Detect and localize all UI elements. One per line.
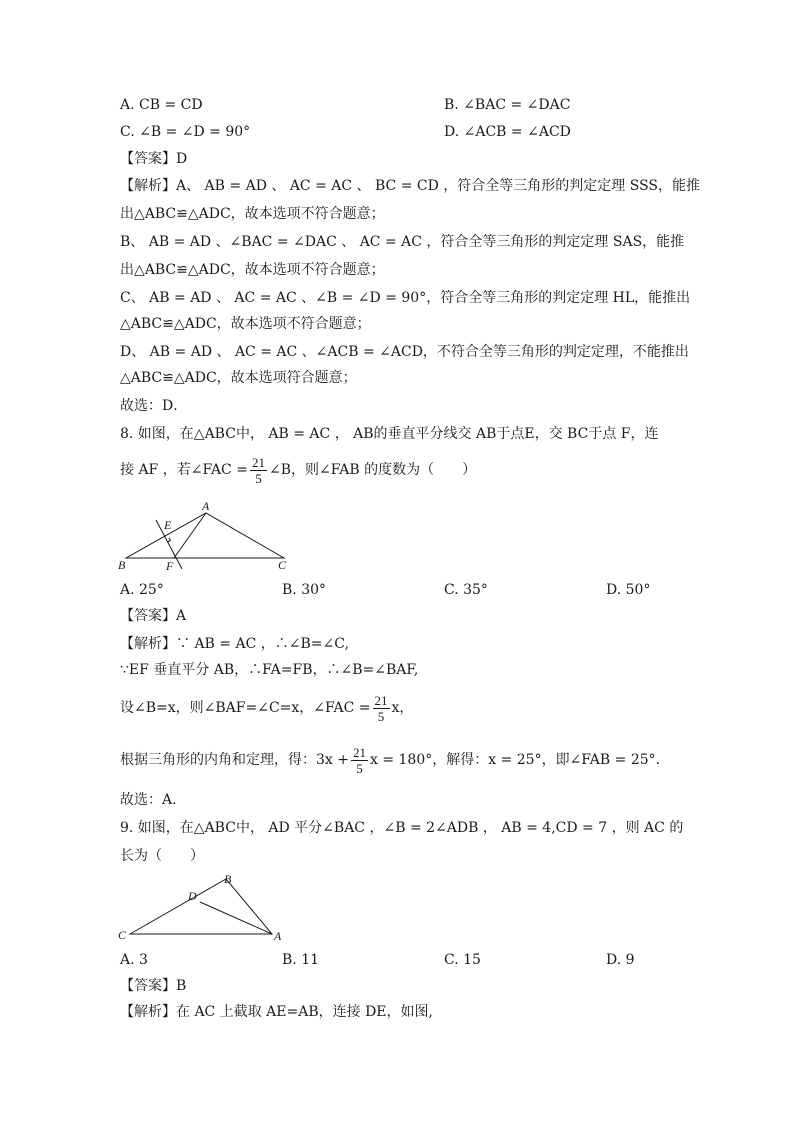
q8-analysis-line — [120, 690, 413, 726]
q8-option-a: A. 25° — [120, 582, 164, 598]
q7-analysis-line: C、 AB = AD 、 AC = AC 、∠B = ∠D = 90°，符合全等三角形的判定定理 HL，能推出 — [120, 290, 691, 306]
q7-analysis-line: D、 AB = AD 、 AC = AC 、∠ACB = ∠ACD，不符合全等三角形的判定定理，不能推出 — [120, 344, 689, 360]
q7-analysis-line: 出△ABC≌△ADC，故本选项不符合题意； — [120, 262, 385, 278]
q7-analysis-line: △ABC≌△ADC，故本选项不符合题意； — [120, 316, 371, 332]
fraction-numerator: 21 — [251, 454, 265, 470]
q9-stem-line2: 长为（ ） — [120, 848, 204, 864]
label-c: C — [278, 558, 287, 572]
q7-answer: 【答案】D — [120, 151, 188, 167]
fraction-denominator: 5 — [377, 708, 385, 724]
q8-analysis-prefix: 根据三角形的内角和定理，得：3x + — [120, 752, 349, 768]
q8-analysis-line — [120, 742, 670, 778]
q8-conclusion: 故选：A． — [120, 792, 187, 808]
q8-analysis-fraction — [351, 745, 368, 776]
q9-option-a: A. 3 — [120, 952, 148, 968]
q9-stem-line1: 9. 如图，在△ABC中， AD 平分∠BAC ，∠B = 2∠ADB ， AB = 4,CD = 7 ，则 AC 的 — [120, 820, 684, 836]
q7-analysis-line: B、 AB = AD 、∠BAC = ∠DAC 、 AC = AC ，符合全等三角形的判定定理 SAS，能推 — [120, 234, 685, 250]
label-e: E — [164, 518, 172, 532]
q7-analysis-line: 出△ABC≌△ADC，故本选项不符合题意； — [120, 206, 385, 222]
label-f: F — [166, 559, 174, 573]
q8-analysis-suffix: x = 180°，解得：x = 25°，即∠FAB = 25°． — [369, 752, 670, 768]
q8-analysis-line: 【解析】∵ AB = AC ，∴∠B=∠C, — [120, 636, 349, 652]
q9-answer: 【答案】B — [120, 978, 187, 994]
q9-option-b: B. 11 — [282, 952, 320, 968]
label-c: C — [118, 928, 127, 942]
q8-answer: 【答案】A — [120, 608, 187, 624]
label-a: A — [274, 929, 282, 943]
fraction-denominator: 5 — [356, 760, 363, 776]
q8-stem-line2 — [120, 452, 476, 488]
q8-analysis-fraction — [373, 693, 390, 724]
fraction-denominator: 5 — [255, 470, 262, 486]
q9-analysis-line: 【解析】在 AC 上截取 AE=AB，连接 DE，如图, — [120, 1004, 433, 1020]
q8-stem-line1: 8. 如图，在△ABC中， AB = AC ， AB的垂直平分线交 AB于点E，交 BC于点 F，连 — [120, 426, 659, 442]
label-a: A — [202, 499, 210, 513]
label-b: B — [224, 872, 232, 886]
label-b: B — [118, 558, 126, 572]
segment-af — [174, 513, 206, 558]
q8-stem-suffix: ∠B，则∠FAB 的度数为（ ） — [268, 462, 477, 478]
q9-triangle-figure — [114, 870, 294, 944]
right-angle-mark — [168, 538, 171, 542]
fraction-numerator: 21 — [374, 692, 388, 708]
q8-analysis-line: ∵EF 垂直平分 AB，∴FA=FB，∴∠B=∠BAF, — [120, 662, 419, 678]
q8-option-d: D. 50° — [606, 582, 651, 598]
q7-option-b: B. ∠BAC = ∠DAC — [444, 97, 571, 113]
q7-analysis-line: △ABC≌△ADC，故本选项符合题意； — [120, 370, 357, 386]
q8-triangle-figure — [118, 498, 298, 574]
q8-analysis-prefix: 设∠B=x，则∠BAF=∠C=x，∠FAC = — [120, 700, 371, 716]
q7-conclusion: 故选：D． — [120, 398, 188, 414]
segment-ad — [200, 902, 272, 934]
q8-analysis-suffix: x， — [391, 700, 414, 716]
q8-stem-prefix: 接 AF ，若∠FAC = — [120, 462, 248, 478]
q8-option-c: C. 35° — [444, 582, 488, 598]
q7-option-c: C. ∠B = ∠D = 90° — [120, 124, 251, 140]
q7-option-a: A. CB = CD — [120, 97, 203, 113]
triangle-abc — [130, 879, 272, 934]
triangle-abc — [126, 513, 284, 558]
q9-option-c: C. 15 — [444, 952, 481, 968]
q7-analysis-line: 【解析】A、 AB = AD 、 AC = AC 、 BC = CD ，符合全等三角形的判定定理 SSS，能推 — [120, 178, 701, 194]
q8-option-b: B. 30° — [282, 582, 327, 598]
fraction-numerator: 21 — [352, 744, 366, 760]
label-d: D — [188, 889, 197, 903]
q8-stem-fraction — [250, 455, 267, 486]
q9-option-d: D. 9 — [606, 952, 635, 968]
q7-option-d: D. ∠ACB = ∠ACD — [444, 124, 571, 140]
